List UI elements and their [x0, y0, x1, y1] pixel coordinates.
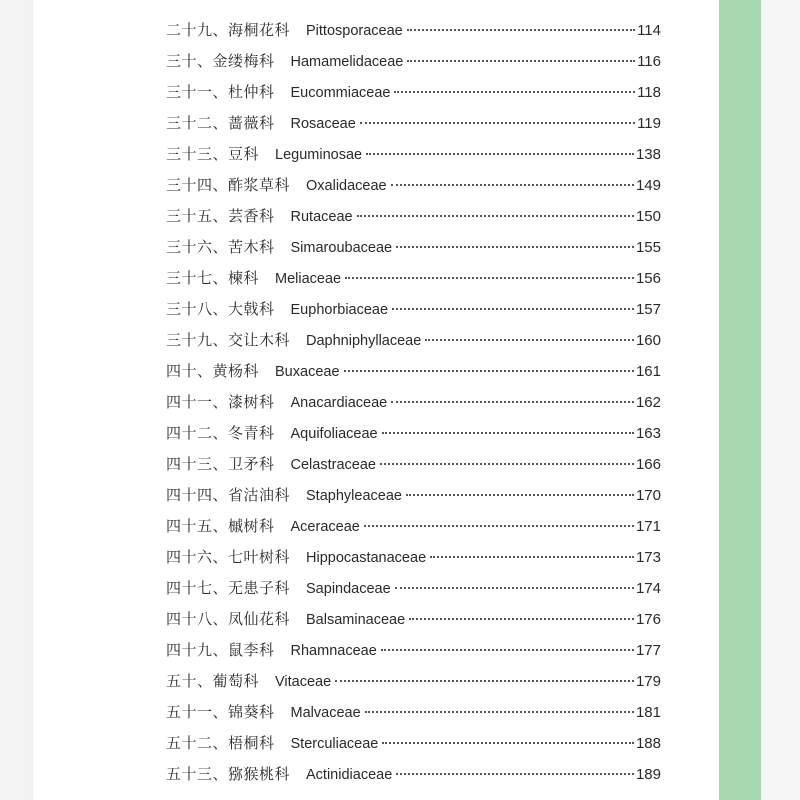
- toc-entry[interactable]: [166, 668, 661, 699]
- page-number: 171: [635, 518, 661, 535]
- family-number-chinese-name: 三十八、大戟科: [166, 300, 275, 318]
- page-number: 150: [635, 208, 661, 225]
- toc-entry[interactable]: [166, 606, 661, 637]
- family-number-chinese-name: 四十六、七叶树科: [166, 548, 291, 566]
- page-number: 177: [635, 642, 661, 659]
- dot-leader: [391, 184, 634, 186]
- dot-leader: [392, 308, 634, 310]
- toc-entry[interactable]: [166, 513, 661, 544]
- family-latin-name: Pittosporaceae: [306, 23, 403, 39]
- dot-leader: [396, 246, 634, 248]
- page-number: 179: [635, 673, 661, 690]
- dot-leader: [430, 556, 634, 558]
- dot-leader: [380, 463, 634, 465]
- family-number-chinese-name: 四十五、槭树科: [166, 517, 275, 535]
- page-number: 174: [635, 580, 661, 597]
- page-number: 170: [635, 487, 661, 504]
- toc-entry[interactable]: [166, 544, 661, 575]
- family-latin-name: Eucommiaceae: [290, 85, 391, 101]
- dot-leader: [344, 370, 634, 372]
- toc-entry[interactable]: [166, 327, 661, 358]
- family-latin-name: Daphniphyllaceae: [306, 333, 422, 349]
- dot-leader: [364, 525, 634, 527]
- dot-leader: [407, 60, 635, 62]
- family-latin-name: Aceraceae: [290, 519, 360, 535]
- page-number: 116: [637, 53, 661, 70]
- family-number-chinese-name: 五十、葡萄科: [166, 672, 260, 690]
- toc-entry[interactable]: [166, 141, 661, 172]
- table-of-contents: [166, 17, 661, 792]
- page-number: 119: [637, 115, 661, 132]
- dot-leader: [357, 215, 634, 217]
- page-edge-green-band: [719, 0, 761, 800]
- page-number: 149: [635, 177, 661, 194]
- family-latin-name: Actinidiaceae: [306, 767, 393, 783]
- page-number: 162: [635, 394, 661, 411]
- family-latin-name: Meliaceae: [275, 271, 342, 287]
- dot-leader: [345, 277, 634, 279]
- dot-leader: [382, 432, 634, 434]
- toc-entry[interactable]: [166, 48, 661, 79]
- family-number-chinese-name: 四十、黄杨科: [166, 362, 260, 380]
- toc-entry[interactable]: [166, 389, 661, 420]
- family-latin-name: Vitaceae: [275, 674, 332, 690]
- dot-leader: [395, 587, 634, 589]
- page-number: 118: [637, 84, 661, 101]
- page-number: 188: [635, 735, 661, 752]
- page-number: 138: [635, 146, 661, 163]
- toc-entry[interactable]: [166, 699, 661, 730]
- toc-entry[interactable]: [166, 110, 661, 141]
- family-number-chinese-name: 四十八、凤仙花科: [166, 610, 291, 628]
- family-number-chinese-name: 五十一、锦葵科: [166, 703, 275, 721]
- family-number-chinese-name: 三十三、豆科: [166, 145, 260, 163]
- dot-leader: [391, 401, 634, 403]
- page-number: 173: [635, 549, 661, 566]
- family-latin-name: Aquifoliaceae: [290, 426, 378, 442]
- toc-entry[interactable]: [166, 637, 661, 668]
- family-number-chinese-name: 三十九、交让木科: [166, 331, 291, 349]
- family-latin-name: Oxalidaceae: [306, 178, 387, 194]
- family-number-chinese-name: 五十二、梧桐科: [166, 734, 275, 752]
- family-number-chinese-name: 五十三、猕猴桃科: [166, 765, 291, 783]
- dot-leader: [365, 711, 634, 713]
- page-number: 166: [635, 456, 661, 473]
- page-number: 155: [635, 239, 661, 256]
- page-number: 163: [635, 425, 661, 442]
- family-latin-name: Hippocastanaceae: [306, 550, 427, 566]
- dot-leader: [396, 773, 634, 775]
- family-number-chinese-name: 三十七、楝科: [166, 269, 260, 287]
- toc-entry[interactable]: [166, 482, 661, 513]
- toc-entry[interactable]: [166, 172, 661, 203]
- toc-entry[interactable]: [166, 17, 661, 48]
- toc-entry[interactable]: [166, 358, 661, 389]
- family-latin-name: Sterculiaceae: [290, 736, 379, 752]
- toc-entry[interactable]: [166, 296, 661, 327]
- page-number: 176: [635, 611, 661, 628]
- dot-leader: [425, 339, 634, 341]
- toc-entry[interactable]: [166, 420, 661, 451]
- dot-leader: [381, 649, 634, 651]
- family-latin-name: Sapindaceae: [306, 581, 391, 597]
- page-number: 114: [637, 22, 661, 39]
- page-number: 161: [635, 363, 661, 380]
- dot-leader: [407, 29, 635, 31]
- page-number: 189: [635, 766, 661, 783]
- page-number: 157: [635, 301, 661, 318]
- dot-leader: [360, 122, 635, 124]
- page-number: 181: [635, 704, 661, 721]
- toc-entry[interactable]: [166, 234, 661, 265]
- family-latin-name: Rutaceae: [290, 209, 353, 225]
- dot-leader: [382, 742, 634, 744]
- toc-entry[interactable]: [166, 265, 661, 296]
- family-latin-name: Staphyleaceae: [306, 488, 402, 504]
- family-latin-name: Hamamelidaceae: [290, 54, 404, 70]
- family-number-chinese-name: 三十六、苦木科: [166, 238, 275, 256]
- dot-leader: [335, 680, 634, 682]
- toc-entry[interactable]: [166, 451, 661, 482]
- family-latin-name: Anacardiaceae: [290, 395, 388, 411]
- family-latin-name: Balsaminaceae: [306, 612, 406, 628]
- family-number-chinese-name: 三十四、酢浆草科: [166, 176, 291, 194]
- family-number-chinese-name: 四十四、省沽油科: [166, 486, 291, 504]
- family-number-chinese-name: 三十二、蔷薇科: [166, 114, 275, 132]
- family-number-chinese-name: 四十九、鼠李科: [166, 641, 275, 659]
- family-latin-name: Malvaceae: [290, 705, 361, 721]
- family-number-chinese-name: 三十、金缕梅科: [166, 52, 275, 70]
- page-margin-right: [761, 0, 800, 800]
- family-number-chinese-name: 四十一、漆树科: [166, 393, 275, 411]
- toc-entry[interactable]: [166, 575, 661, 606]
- page-number: 156: [635, 270, 661, 287]
- family-number-chinese-name: 三十一、杜仲科: [166, 83, 275, 101]
- family-latin-name: Buxaceae: [275, 364, 340, 380]
- toc-entry[interactable]: [166, 730, 661, 761]
- family-number-chinese-name: 四十三、卫矛科: [166, 455, 275, 473]
- dot-leader: [394, 91, 635, 93]
- family-number-chinese-name: 三十五、芸香科: [166, 207, 275, 225]
- family-number-chinese-name: 四十二、冬青科: [166, 424, 275, 442]
- dot-leader: [366, 153, 634, 155]
- toc-entry[interactable]: [166, 79, 661, 110]
- family-latin-name: Leguminosae: [275, 147, 363, 163]
- family-number-chinese-name: 二十九、海桐花科: [166, 21, 291, 39]
- family-latin-name: Rhamnaceae: [290, 643, 377, 659]
- toc-entry[interactable]: [166, 203, 661, 234]
- family-number-chinese-name: 四十七、无患子科: [166, 579, 291, 597]
- dot-leader: [409, 618, 634, 620]
- page-number: 160: [635, 332, 661, 349]
- toc-entry[interactable]: [166, 761, 661, 792]
- family-latin-name: Rosaceae: [290, 116, 356, 132]
- dot-leader: [406, 494, 634, 496]
- family-latin-name: Euphorbiaceae: [290, 302, 389, 318]
- family-latin-name: Celastraceae: [290, 457, 376, 473]
- family-latin-name: Simaroubaceae: [290, 240, 393, 256]
